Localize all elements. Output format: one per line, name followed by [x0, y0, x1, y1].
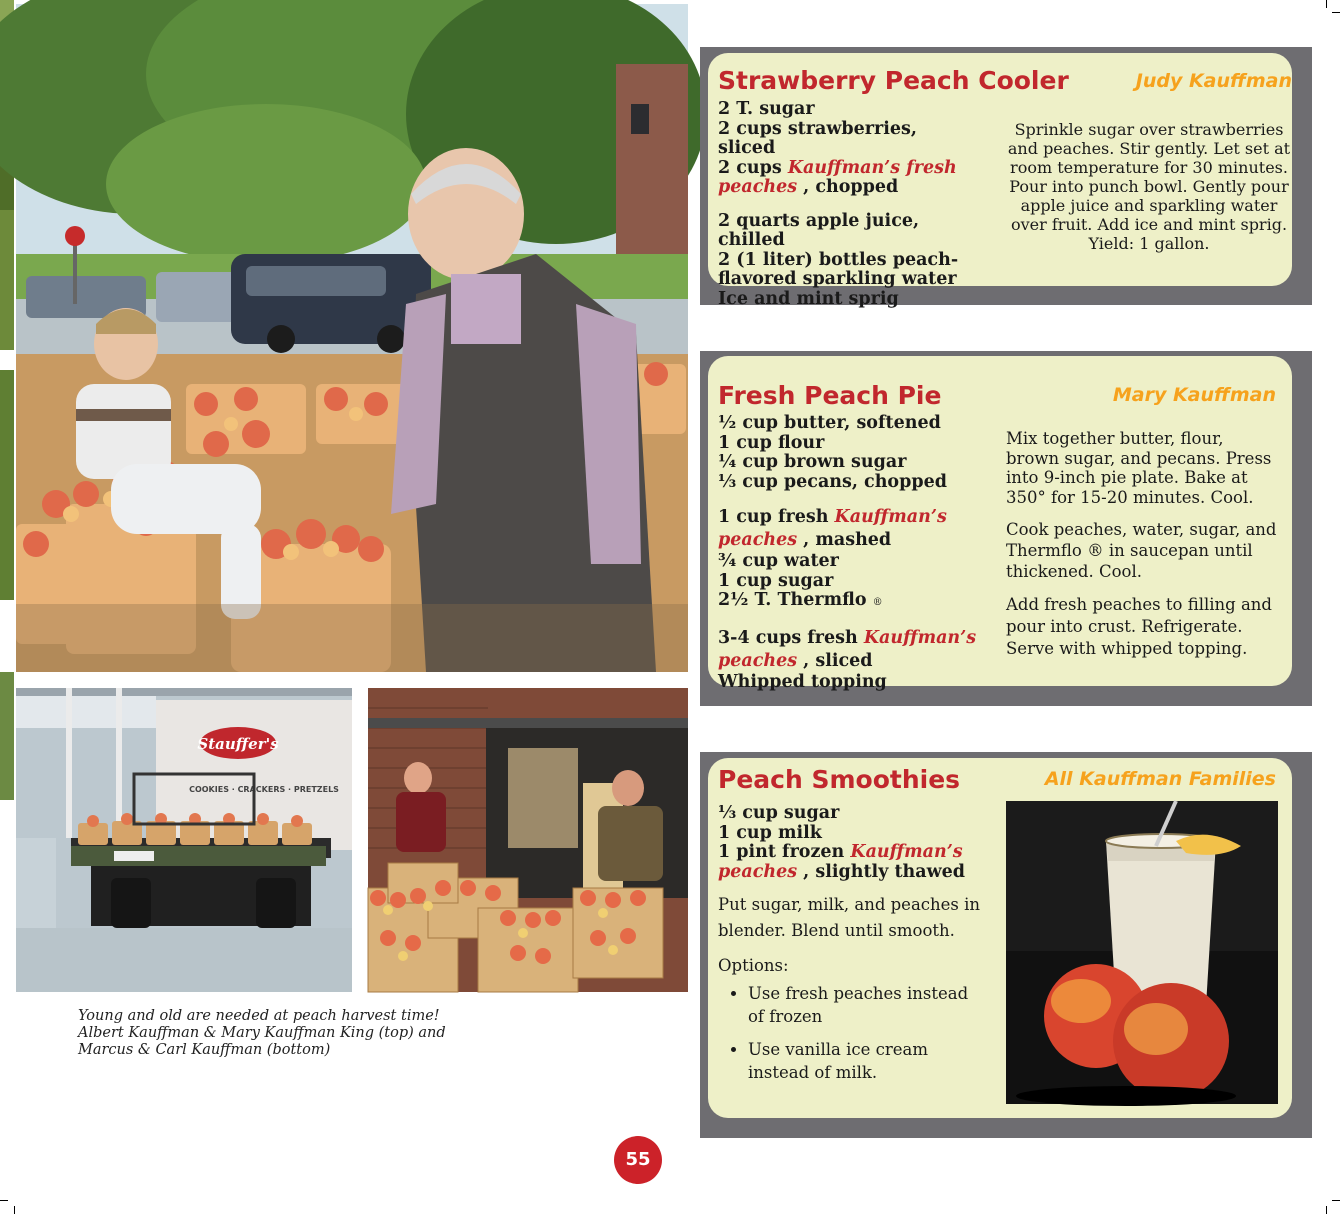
ingredient-text: 2½ T. Thermflo	[718, 590, 867, 610]
ingredient-text: , slightly thawed	[797, 861, 966, 882]
direction-step: Mix together butter, flour, brown sugar, and pecans. Press into 9-inch pie plate. Bake at 350° for 15-20 minutes. Cool.	[1006, 429, 1272, 507]
ingredient-item: ¼ cup brown sugar	[718, 452, 907, 472]
option-item: • Use vanilla ice cream instead of milk.	[748, 1038, 988, 1084]
peach-crates-photo	[368, 688, 688, 992]
ingredient-text: , sliced	[797, 650, 873, 671]
stauffers-truck-photo	[16, 688, 352, 992]
ingredient-item: ¾ cup water	[718, 551, 839, 571]
page-number-badge: 55	[614, 1136, 662, 1184]
recipe-title: Fresh Peach Pie	[718, 381, 942, 410]
ingredient-text: 2 cups	[718, 157, 788, 178]
options-label: Options:	[718, 956, 789, 975]
ingredient-item: 2 (1 liter) bottles peach-flavored sparkling water	[718, 249, 959, 289]
ingredient-item	[718, 159, 980, 198]
crop-mark-br-v	[1326, 1206, 1327, 1214]
crop-mark-br	[1332, 1200, 1340, 1201]
direction-step: Put sugar, milk, and peaches in blender. Blend until smooth.	[718, 895, 981, 940]
recipe-card-strawberry-peach-cooler	[708, 53, 1292, 309]
ingredient-item: 2 cups strawberries, sliced	[718, 118, 917, 158]
crop-mark-bl-v	[14, 1206, 15, 1214]
caption-line-3: Marcus & Carl Kauffman (bottom)	[78, 1042, 331, 1058]
recipe-title: Peach Smoothies	[718, 765, 961, 794]
photo-caption	[78, 1008, 498, 1059]
recipe-author: Mary Kauffman	[1112, 384, 1276, 406]
ingredient-item: Whipped topping	[718, 671, 887, 692]
ingredient-item: ⅓ cup sugar	[718, 803, 840, 823]
recipe-title: Strawberry Peach Cooler	[718, 66, 1069, 95]
ingredient-item: 1 cup milk	[718, 822, 822, 843]
registered-mark: ®	[872, 597, 883, 608]
recipe-directions: Sprinkle sugar over strawberries and peaches. Stir gently. Let set at room temperature for 30 minutes. Pour into punch bowl. Gently pour apple juice and sparkling water over fruit. Add ice and mint sprig. Yield: 1 gallon.	[1007, 120, 1291, 253]
ingredient-item: 1 cup flour	[718, 432, 825, 453]
ingredient-text: 1 pint frozen	[718, 842, 851, 862]
ingredient-item	[718, 627, 980, 673]
recipe-card-peach-smoothies	[708, 758, 1292, 1118]
direction-step: Add fresh peaches to filling and pour into crust. Refrigerate. Serve with whipped topping.	[1006, 595, 1272, 658]
ingredient-text: 1 cup fresh	[718, 507, 835, 527]
brand-highlight: Kauffman’s fresh peaches	[718, 157, 957, 197]
brand-highlight: Kauffman’s peaches	[718, 842, 963, 882]
brand-highlight: Kauffman’s peaches	[718, 507, 947, 550]
ingredient-list	[718, 414, 980, 692]
crop-mark-tr	[1326, 0, 1327, 8]
direction-step: Cook peaches, water, sugar, and Thermflo ® in saucepan until thickened. Cool.	[1006, 520, 1277, 581]
ingredient-text: , mashed	[797, 530, 892, 550]
caption-line-2: Albert Kauffman & Mary Kauffman King (top) and	[78, 1025, 446, 1041]
ingredient-item	[718, 591, 980, 613]
ingredient-list	[718, 804, 980, 882]
ingredient-item: 1 cup sugar	[718, 570, 834, 591]
ingredient-text: 3-4 cups fresh	[718, 627, 864, 648]
ingredient-item: Ice and mint sprig	[718, 288, 899, 309]
crop-mark-bl	[0, 1200, 8, 1201]
recipe-directions	[1006, 429, 1278, 672]
recipe-directions	[718, 892, 988, 1094]
truck-side-text: COOKIES · CRACKERS · PRETZELS	[189, 785, 339, 794]
recipe-author: Judy Kauffman	[1135, 70, 1292, 92]
smoothie-glass-photo	[1006, 801, 1278, 1104]
ingredient-item: ½ cup butter, softened	[718, 413, 941, 433]
peach-stand-photo	[16, 4, 688, 672]
options-list	[718, 982, 988, 1084]
ingredient-list	[718, 100, 980, 309]
stauffers-sign-text: Stauffer's	[197, 735, 279, 753]
ingredient-text: , chopped	[797, 177, 899, 197]
brand-highlight: Kauffman’s peaches	[718, 627, 977, 671]
recipe-author: All Kauffman Families	[1044, 768, 1276, 790]
caption-line-1: Young and old are needed at peach harvest time!	[78, 1008, 440, 1024]
ingredient-item	[718, 506, 980, 552]
ingredient-item: ⅓ cup pecans, chopped	[718, 471, 947, 492]
option-item: • Use fresh peaches instead of frozen	[748, 982, 988, 1028]
ingredient-item: 2 T. sugar	[718, 99, 815, 119]
ingredient-item: 2 quarts apple juice, chilled	[718, 210, 920, 250]
ingredient-item	[718, 843, 980, 882]
recipe-card-fresh-peach-pie	[708, 356, 1292, 692]
crop-mark-tr-h	[1332, 12, 1340, 13]
